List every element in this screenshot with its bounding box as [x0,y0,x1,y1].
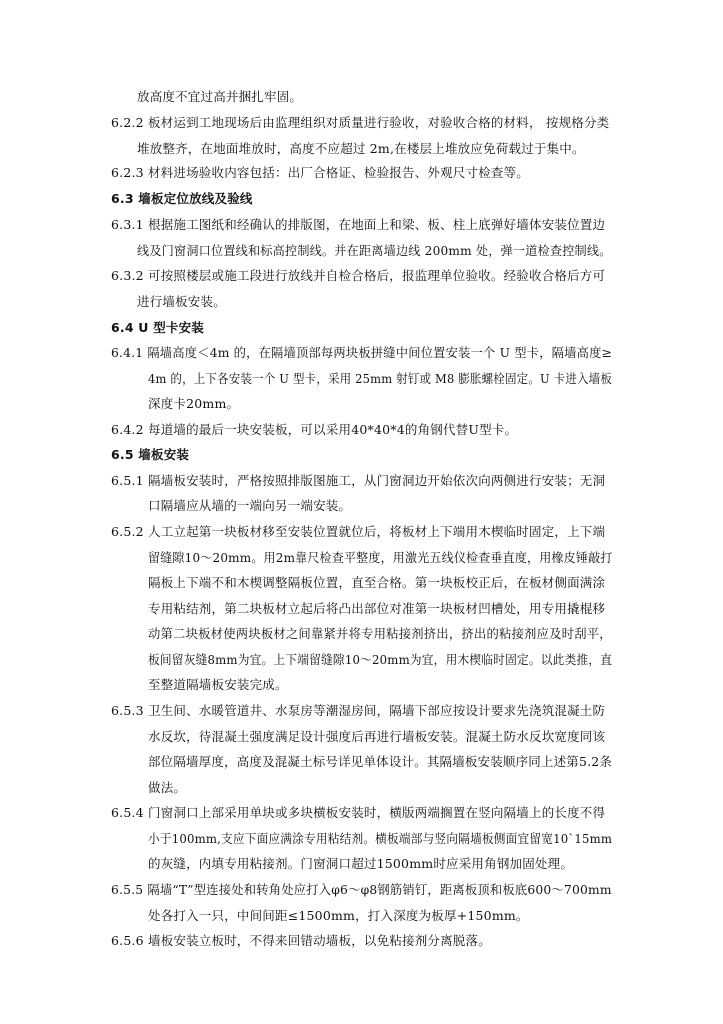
text-line: 做法。 [148,780,187,795]
clause-text: 材料进场验收内容包括：出厂合格证、检验报告、外观尺寸检查等。 [148,165,530,180]
clause-line [111,167,529,180]
clause-line [111,475,605,488]
clause-text: 板材运到工地现场后由监理组织对质量进行验收，对验收合格的材料， 按规格分类 [148,115,610,130]
text-line: 线及门窗洞口位置线和标高控制线。并在距离墙边线 200mm 处，弹一道检查控制线。 [137,243,612,258]
clause-line [111,219,605,232]
text-line: 处各打入一只，中间间距≤1500mm，打入深度为板厚+150mm。 [148,908,529,923]
clause-line [111,347,612,360]
section-heading: 6.4 U 型卡安装 [111,320,204,335]
section-heading: 6.3 墙板定位放线及验线 [111,191,253,206]
text-line: 动第二块板材使两块板材之间靠紧并将专用粘接剂挤出，挤出的粘接剂应及时刮平， [148,626,612,641]
clause-text: 隔墙板安装时，严格按照排版图施工，从门窗洞边开始依次向两侧进行安装；无洞 [148,473,606,488]
clause-number: 6.5.6 [111,933,144,948]
text-line: 部位隔墙厚度，高度及混凝土标号详见单体设计。其隔墙板安装顺序同上述第5.2条 [148,754,613,769]
clause-line [111,117,609,130]
clause-number: 6.2.3 [111,165,144,180]
clause-text: 隔墙高度＜4m 的，在隔墙顶部每两块板拼缝中间位置安装一个 U 型卡，隔墙高度≥ [147,345,613,360]
text-line: 进行墙板安装。 [137,294,226,309]
clause-number: 6.5.5 [111,882,144,897]
clause-number: 6.5.2 [111,524,144,539]
clause-line [111,270,605,283]
clause-number: 6.5.3 [111,703,144,718]
text-line: 小于100mm,支应下面应满涂专用粘结剂。横板端部与竖向隔墙板侧面宜留宽10`15mm [148,831,613,846]
clause-text: 隔墙“T”型连接处和转角处应打入φ6～φ8钢筋销钉，距离板顶和板底600～700mm [147,882,612,897]
clause-number: 6.5.4 [111,805,144,820]
text-line: 隔板上下端不和木楔调整隔板位置，直至合格。第一块板校正后，在板材侧面满涂 [148,575,606,590]
clause-text: 卫生间、水暖管道井、水泵房等潮湿房间，隔墙下部应按设计要求先浇筑混凝土防 [148,703,606,718]
section-heading: 6.5 墙板安装 [111,447,190,462]
text-line: 堆放整齐，在地面堆放时，高度不应超过 2m,在楼层上堆放应免荷载过于集中。 [137,141,585,156]
clause-text: 人工立起第一块板材移至安装位置就位后，将板材上下端用木楔临时固定，上下端 [148,524,606,539]
clause-text: 根据施工图纸和经确认的排版图，在地面上和梁、板、柱上底弹好墙体安装位置边 [148,217,606,232]
text-line: 深度卡20mm。 [148,396,240,411]
clause-text: 可按照楼层或施工段进行放线并自检合格后，报监理单位验收。经验收合格后方可 [148,268,606,283]
text-line: 放高度不宜过高并捆扎牢固。 [137,89,303,104]
text-line: 板间留灰缝8mm为宜。上下端留缝隙10～20mm为宜，用木楔临时固定。以此类推，直 [148,652,613,667]
text-line: 口隔墙应从墙的一端向另一端安装。 [148,498,352,513]
clause-line [111,884,612,897]
clause-number: 6.2.2 [111,115,144,130]
text-line: 留缝隙10～20mm。用2m靠尺检查平整度，用激光五线仪检查垂直度，用橡皮锤敲打 [148,550,613,565]
clause-line [111,807,605,820]
text-line: 4m 的，上下各安装一个 U 型卡，采用 25mm 射钉或 M8 膨胀螺栓固定。U 卡进入墙板 [148,371,613,386]
clause-number: 6.3.2 [111,268,144,283]
clause-line [111,424,517,437]
text-line: 专用粘结剂，第二块板材立起后将凸出部位对准第一块板材凹槽处，用专用撬棍移 [148,601,606,616]
clause-number: 6.3.1 [111,217,144,232]
text-line: 至整道隔墙板安装完成。 [148,677,288,692]
text-line: 水反坎，待混凝土强度满足设计强度后再进行墙板安装。混凝土防水反坎宽度同该 [148,729,606,744]
clause-line [111,705,605,718]
clause-text: 门窗洞口上部采用单块或多块横板安装时，横版两端搁置在竖向隔墙上的长度不得 [148,805,606,820]
clause-number: 6.5.1 [111,473,144,488]
clause-number: 6.4.2 [111,422,144,437]
text-line: 的灰缝，内填专用粘接剂。门窗洞口超过1500mm时应采用角钢加固处理。 [148,856,574,871]
clause-number: 6.4.1 [111,345,144,360]
clause-line [111,526,605,539]
clause-text: 墙板安装立板时，不得来回错动墙板，以免粘接剂分离脱落。 [148,933,491,948]
clause-line [111,935,491,948]
clause-text: 每道墙的最后一块安装板，可以采用40*40*4的角钢代替U型卡。 [148,422,518,437]
